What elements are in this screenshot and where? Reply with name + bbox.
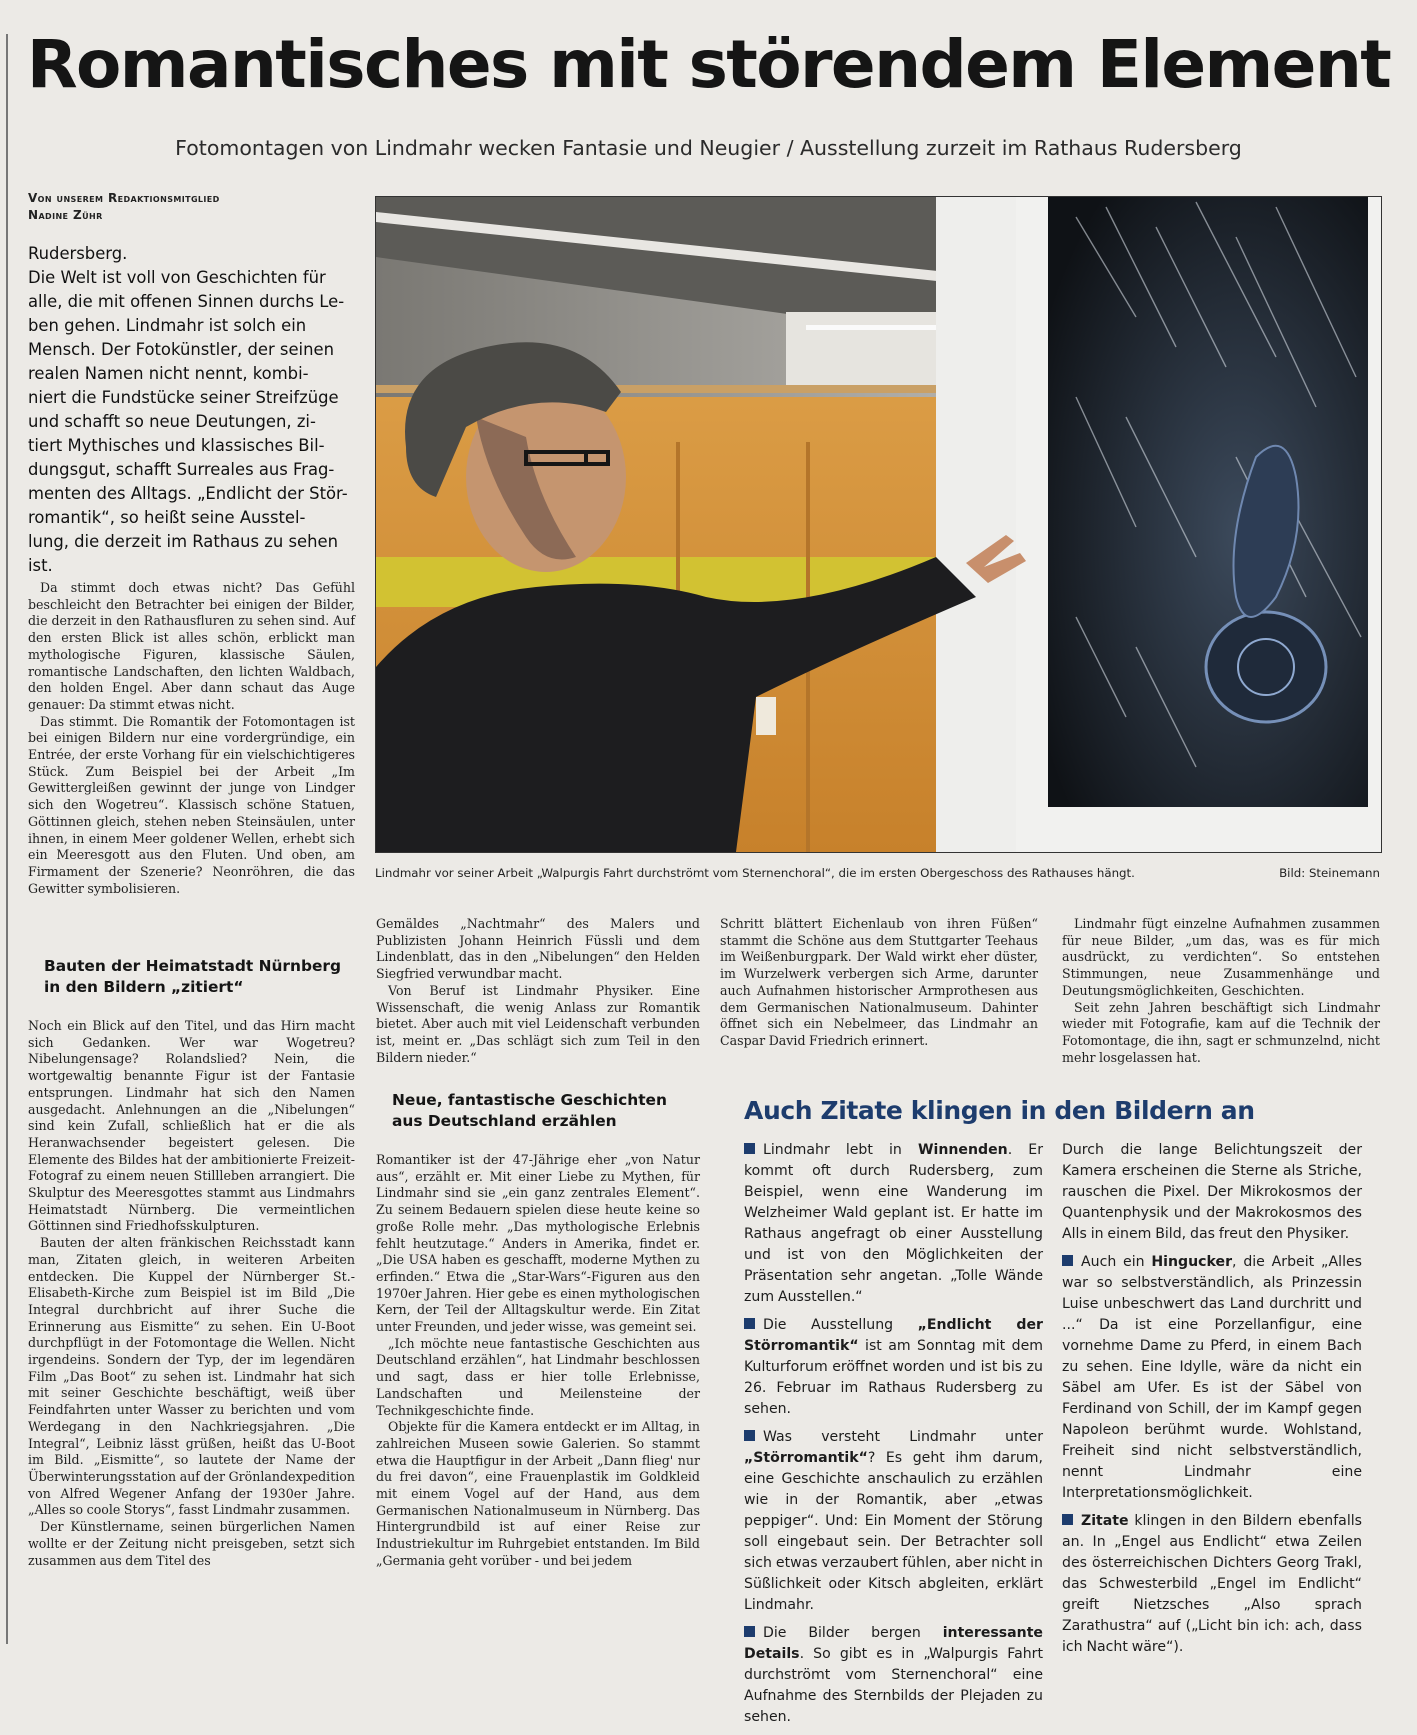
bullet-square-icon xyxy=(744,1430,755,1441)
infobox-right-column xyxy=(1062,1140,1362,1665)
subheadline: Fotomontagen von Lindmahr wecken Fantasie und Neugier / Ausstellung zurzeit im Rathaus Rudersberg xyxy=(175,136,1242,160)
page-edge-line xyxy=(6,34,8,1644)
lead-line: menten des Alltags. „Endlicht der Stör- xyxy=(28,484,348,503)
infobox-item: Lindmahr lebt in Winnenden. Er kommt oft durch Rudersberg, zum Beispiel, wenn eine Wanderung im Welzheimer Wald geplant ist. Er hatte im Rathaus angefragt ob einer Ausstellung und ist von den Möglichkeiten der Präsentation sehr angetan. „Tolle Wände zum Ausstellen.“ xyxy=(744,1142,1043,1305)
bullet-square-icon xyxy=(1062,1514,1073,1525)
subheading-nuernberg: Bauten der Heimatstadt Nürnberg in den Bildern „zitiert“ xyxy=(44,957,342,996)
paragraph: Seit zehn Jahren beschäftigt sich Lindmahr wieder mit Fotografie, kam auf die Technik der Fotomontage, die ihn, sagt er schmunzelnd, nicht mehr losgelassen hat. xyxy=(1062,999,1380,1065)
infobox-item: Was versteht Lindmahr unter „Störromantik“? Es geht ihm darum, eine Geschichte anschaulich zu erzählen wie in der Romantik, aber „etwas peppiger“. Und: Ein Moment der Störung soll eingebaut sein. Der Betrachter soll sich etwas verzaubert fühlen, aber nicht in Süßlichkeit oder Kitsch abgleiten, erklärt Lindmahr. xyxy=(744,1429,1043,1613)
photo-caption-row xyxy=(375,866,1380,880)
byline-author: Nadine Zühr xyxy=(28,208,103,222)
byline-role: Von unserem Redaktionsmitglied xyxy=(28,191,220,205)
infobox-title: Auch Zitate klingen in den Bildern an xyxy=(744,1096,1255,1125)
article-column-1-top xyxy=(28,580,355,897)
infobox-item: Zitate klingen in den Bildern ebenfalls an. In „Engel aus Endlicht“ etwa Zeilen des österreichischen Dichters Georg Trakl, das Schwesterbild „Engel im Endlicht“ greift Nietzsches „Also sprach Zarathustra“ auf („Licht bin ich: ach, dass ich Nacht wäre“). xyxy=(1062,1513,1362,1655)
lead-line: dungsgut, schafft Surreales aus Frag- xyxy=(28,460,335,479)
headline: Romantisches mit störendem Element xyxy=(26,26,1391,103)
bullet-square-icon xyxy=(1062,1255,1073,1266)
paragraph: Das stimmt. Die Romantik der Fotomontagen ist bei einigen Bildern nur eine vordergründige, ein Entrée, der erste Vorhang für ein vielschichtigeres Stück. Zum Beispiel bei der Arbeit „Im Gewittergleißen gewinnt der junge von Lindger sich den Wogetreu“. Klassisch schöne Statuen, Göttinnen gleich, stehen neben Steinsäulen, unter ihnen, in einem Meer goldener Wellen, erhebt sich ein Meeresgott aus den Fluten. Und oben, am Firmament der Szenerie? Neonröhren, die das Gewitter symbolisieren. xyxy=(28,713,355,896)
paragraph: Lindmahr fügt einzelne Aufnahmen zusammen für neue Bilder, „um das, was es für mich ausdrückt, zu verdichten“. So entstehen Stimmungen, neue Zusammenhänge und Deutungsmöglichkeiten, Geschichten. xyxy=(1062,916,1380,998)
lead-line: romantik“, so heißt seine Ausstel- xyxy=(28,508,306,527)
infobox-item: Die Ausstellung „Endlicht der Störromantik“ ist am Sonntag mit dem Kulturforum eröffnet worden und ist bis zu 26. Februar im Rathaus Rudersberg zu sehen. xyxy=(744,1317,1043,1417)
lead-line: ben gehen. Lindmahr ist solch ein xyxy=(28,316,307,335)
article-column-3-top xyxy=(720,916,1038,1050)
photo-illustration xyxy=(376,197,1381,852)
article-column-1-bottom xyxy=(28,1018,355,1569)
paragraph: Bauten der alten fränkischen Reichsstadt kann man, Zitaten gleich, in weiteren Arbeiten entdecken. Die Kuppel der Nürnberger St.-Elisabeth-Kirche zum Beispiel ist im Bild „Die Integral durchbricht auf ihrer Suche die Erinnerung aus Eismitte“ zu sehen. Ein U-Boot durchpflügt in der Fotomontage die Wellen. Nicht irgendeins. Sondern der Typ, der im legendären Film „Das Boot“ zu sehen ist. Lindmahr hat sich mit seiner Geschichte beschäftigt, weiß über Feindfahrten unter Wasser zu berichten und vom Werdegang in den Nachkriegsjahren. „Die Integral“, Leibniz lässt grüßen, heißt das U-Boot im Bild. „Eismitte“, so lautete der Name der Überwinterungsstation auf der Grönlandexpedition von Alfred Wegener Anfang der 1930er Jahre. „Alles so coole Storys“, fasst Lindmahr zusammen. xyxy=(28,1235,355,1518)
subheading-geschichten: Neue, fantastische Geschichten aus Deutschland erzählen xyxy=(392,1091,667,1130)
infobox-item: Auch ein Hingucker, die Arbeit „Alles war so selbstverständlich, als Prinzessin Luise unbeschwert das Land durchritt und ...“ Da ist eine Porzellanfigur, eine vornehme Dame zu Pferd, in einem Bach zu sehen. Eine Idylle, wäre da nicht ein Säbel am Ufer. Es ist der Säbel von Ferdinand von Schill, der im Kampf gegen Napoleon berühmt wurde. Wohlstand, Freiheit sind nicht selbstverständlich, nennt Lindmahr eine Interpretationsmöglichkeit. xyxy=(1062,1254,1362,1501)
lead-line: und schafft so neue Deutungen, zi- xyxy=(28,412,316,431)
paragraph: Romantiker ist der 47-Jährige eher „von Natur aus“, erzählt er. Mit einer Liebe zu Mythen, für Lindmahr sind sie „ein ganz zentrales Element“. Zu seinem Bedauern spielen diese heute keine so große Rolle mehr. „Das mythologische Erlebnis fehlt heutzutage.“ Anders in Amerika, findet er. „Die USA haben es geschafft, moderne Mythen zu erfinden.“ Etwa die „Star-Wars“-Figuren aus den 1970er Jahren. Hier gebe es einen mythologischen Kern, der Teil der Alltagskultur werde. Ein Zitat unter Freunden, und jeder wisse, was gemeint sei. xyxy=(376,1152,700,1335)
article-column-4-top xyxy=(1062,916,1380,1066)
lead-line: Die Welt ist voll von Geschichten für xyxy=(28,268,326,287)
lead-line: Rudersberg. xyxy=(28,244,128,263)
infobox-left-column xyxy=(744,1140,1043,1735)
paragraph: Objekte für die Kamera entdeckt er im Alltag, in zahlreichen Museen sowie Galerien. So stammt etwa die Hauptfigur in der Arbeit „Dann flieg' nur du frei davon“, eine Frauenplastik im Goldkleid mit einem Vogel auf der Hand, aus dem Germanischen Nationalmuseum in Nürnberg. Das Hintergrundbild ist auf einer Reise zur Industriekultur im Ruhrgebiet entstanden. Im Bild „Germania geht vorüber - und bei jedem xyxy=(376,1419,700,1568)
paragraph: Gemäldes „Nachtmahr“ des Malers und Publizisten Johann Heinrich Füssli und dem Lindenblatt, das in den „Nibelungen“ den Helden Siegfried verwundbar macht. xyxy=(376,916,700,982)
paragraph: Noch ein Blick auf den Titel, und das Hirn macht sich Gedanken. Wer war Wogetreu? Nibelungensage? Rolandslied? Nein, die wortgewaltig benannte Figur ist der Fantasie entsprungen. Lindmahr hat sich den Namen ausgedacht. Anlehnungen an die „Nibelungen“ sind kein Zufall, schließlich hat er die als Heranwachsender begeistert gelesen. Die Elemente des Bildes hat der ambitionierte Freizeit-Fotograf zu einem neuen Stillleben arrangiert. Die Skulptur des Meeresgottes stammt aus Lindmahrs Heimatstadt Nürnberg. Die vermeintlichen Göttinnen sind Friedhofsskulpturen. xyxy=(28,1018,355,1234)
infobox-item: Durch die lange Belichtungszeit der Kamera erscheinen die Sterne als Striche, rauschen die Pixel. Der Mikrokosmos der Quantenphysik und der Makrokosmos des Alls in einem Bild, das freut den Physiker. xyxy=(1062,1142,1362,1242)
bullet-square-icon xyxy=(744,1318,755,1329)
article-column-2-top xyxy=(376,916,700,1066)
bullet-square-icon xyxy=(744,1626,755,1637)
photo-credit: Bild: Steinemann xyxy=(1279,866,1380,880)
photo-caption: Lindmahr vor seiner Arbeit „Walpurgis Fahrt durchströmt vom Sternenchoral“, die im ersten Obergeschoss des Rathauses hängt. xyxy=(375,866,1135,880)
paragraph: Da stimmt doch etwas nicht? Das Gefühl beschleicht den Betrachter bei einigen der Bilder, die derzeit in den Rathausfluren zu sehen sind. Auf den ersten Blick ist alles schön, erblickt man mythologische Figuren, klassische Säulen, romantische Landschaften, den lichten Waldbach, den holden Engel. Aber dann schaut das Auge genauer: Da stimmt etwas nicht. xyxy=(28,580,355,712)
lead-line: alle, die mit offenen Sinnen durchs Le- xyxy=(28,292,345,311)
paragraph: „Ich möchte neue fantastische Geschichten aus Deutschland erzählen“, hat Lindmahr beschlossen und sagt, dass er hier tolle Erlebnisse, Landschaften und Meilensteine der Technikgeschichte finde. xyxy=(376,1335,700,1418)
article-column-2-bottom xyxy=(376,1152,700,1570)
paragraph: Der Künstlername, seinen bürgerlichen Namen wollte er der Zeitung nicht preisgeben, setzt sich zusammen aus dem Titel des xyxy=(28,1519,355,1568)
bullet-square-icon xyxy=(744,1143,755,1154)
lead-line: tiert Mythisches und klassisches Bil- xyxy=(28,436,325,455)
lead-line: lung, die derzeit im Rathaus zu sehen ist. xyxy=(28,532,338,575)
photo-artist-at-artwork xyxy=(375,196,1382,853)
lead-line: niert die Fundstücke seiner Streifzüge xyxy=(28,388,339,407)
lead-line: realen Namen nicht nennt, kombi- xyxy=(28,364,309,383)
paragraph: Schritt blättert Eichenlaub von ihren Füßen“ stammt die Schöne aus dem Stuttgarter Teehaus im Weißenburgpark. Der Wald wirkt eher düster, im Wurzelwerk verbergen sich Arme, darunter auch Aufnahmen historischer Armprothesen aus dem Germanischen Nationalmuseum. Dahinter öffnet sich ein Nebelmeer, das Lindmahr an Caspar David Friedrich erinnert. xyxy=(720,916,1038,1048)
infobox-item: Die Bilder bergen interessante Details. So gibt es in „Walpurgis Fahrt durchströmt vom Sternenchoral“ eine Aufnahme des Sternbilds der Plejaden zu sehen. xyxy=(744,1625,1043,1725)
lead-paragraph xyxy=(28,242,363,578)
paragraph: Von Beruf ist Lindmahr Physiker. Eine Wissenschaft, die wenig Anlass zur Romantik bietet. Aber auch mit viel Leidenschaft verbunden ist, meint er. „Das schlägt sich zum Teil in den Bildern nieder.“ xyxy=(376,982,700,1065)
byline xyxy=(28,190,220,224)
lead-line: Mensch. Der Fotokünstler, der seinen xyxy=(28,340,334,359)
